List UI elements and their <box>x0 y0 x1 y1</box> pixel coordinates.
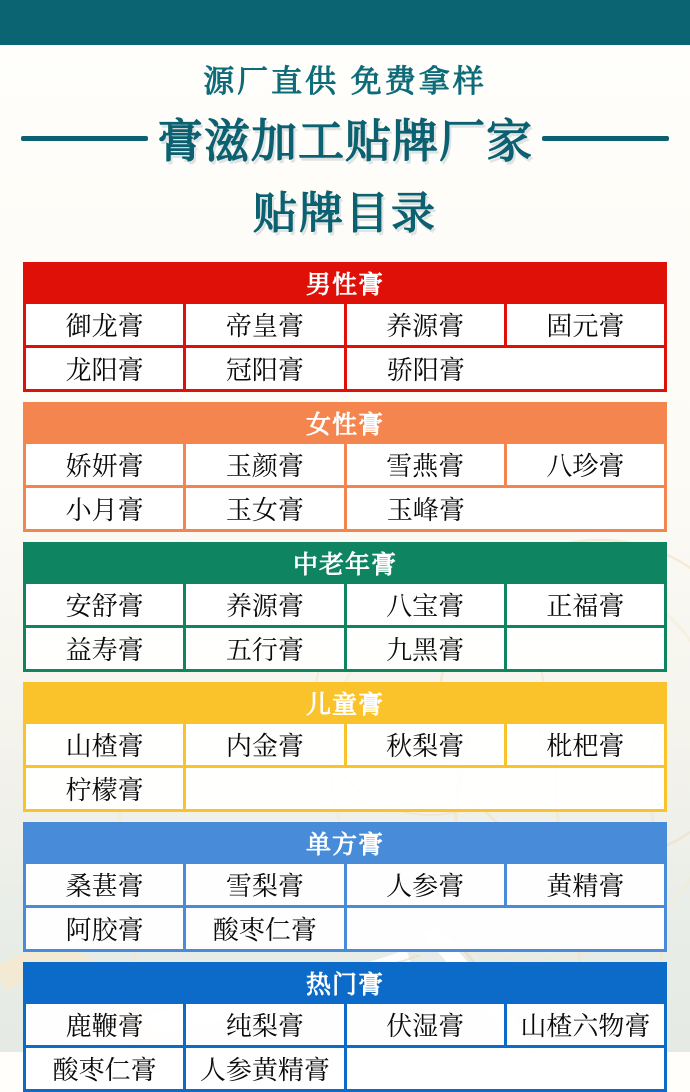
top-banner <box>0 0 690 45</box>
table-header: 中老年膏 <box>25 544 666 583</box>
table-cell: 帝皇膏 <box>185 303 345 347</box>
table-row <box>25 487 666 531</box>
table-cell: 人参黄精膏 <box>185 1047 345 1091</box>
table-cell-empty <box>345 907 666 951</box>
table-cell: 阿胶膏 <box>25 907 185 951</box>
table-header: 女性膏 <box>25 404 666 443</box>
table-cell: 雪燕膏 <box>345 443 505 487</box>
table-cell: 酸枣仁膏 <box>185 907 345 951</box>
title-line-right <box>542 136 669 141</box>
table-cell: 冠阳膏 <box>185 347 345 391</box>
table-cell: 小月膏 <box>25 487 185 531</box>
table-row <box>25 1003 666 1047</box>
table-male-paste <box>23 262 667 392</box>
catalog-title: 贴牌目录 <box>253 189 437 238</box>
table-middle-aged-elderly-paste <box>23 542 667 672</box>
table-header: 热门膏 <box>25 964 666 1003</box>
table-cell: 八珍膏 <box>505 443 665 487</box>
table-row <box>25 767 666 811</box>
table-popular-paste <box>23 962 667 1092</box>
table-row <box>25 863 666 907</box>
table-cell: 养源膏 <box>185 583 345 627</box>
table-children-paste <box>23 682 667 812</box>
main-title-row <box>0 105 690 171</box>
table-cell: 安舒膏 <box>25 583 185 627</box>
table-header: 儿童膏 <box>25 684 666 723</box>
table-cell: 九黑膏 <box>345 627 505 671</box>
table-cell: 酸枣仁膏 <box>25 1047 185 1091</box>
table-cell: 养源膏 <box>345 303 505 347</box>
table-cell: 雪梨膏 <box>185 863 345 907</box>
table-cell: 山楂膏 <box>25 723 185 767</box>
table-row <box>25 1047 666 1091</box>
table-cell: 鹿鞭膏 <box>25 1003 185 1047</box>
table-cell: 玉峰膏 <box>345 487 666 531</box>
table-cell: 御龙膏 <box>25 303 185 347</box>
table-row <box>25 443 666 487</box>
main-title: 膏滋加工贴牌厂家 <box>157 115 533 167</box>
table-cell-empty <box>505 627 665 671</box>
table-cell-empty <box>345 1047 666 1091</box>
subtitle: 源厂直供 免费拿样 <box>203 64 487 99</box>
table-row <box>25 347 666 391</box>
table-cell: 玉颜膏 <box>185 443 345 487</box>
table-cell: 娇妍膏 <box>25 443 185 487</box>
table-cell: 桑葚膏 <box>25 863 185 907</box>
table-cell: 固元膏 <box>505 303 665 347</box>
table-cell: 玉女膏 <box>185 487 345 531</box>
table-cell: 伏湿膏 <box>345 1003 505 1047</box>
table-row <box>25 723 666 767</box>
table-cell: 内金膏 <box>185 723 345 767</box>
table-cell: 人参膏 <box>345 863 505 907</box>
table-cell: 八宝膏 <box>345 583 505 627</box>
table-cell: 纯梨膏 <box>185 1003 345 1047</box>
table-cell: 骄阳膏 <box>345 347 666 391</box>
table-header: 单方膏 <box>25 824 666 863</box>
table-row <box>25 303 666 347</box>
table-cell-empty <box>185 767 666 811</box>
table-row <box>25 907 666 951</box>
table-cell: 柠檬膏 <box>25 767 185 811</box>
catalog-tables <box>0 262 690 1092</box>
table-cell: 黄精膏 <box>505 863 665 907</box>
table-cell: 五行膏 <box>185 627 345 671</box>
table-cell: 秋梨膏 <box>345 723 505 767</box>
table-cell: 枇杷膏 <box>505 723 665 767</box>
table-female-paste <box>23 402 667 532</box>
table-row <box>25 627 666 671</box>
table-header: 男性膏 <box>25 264 666 303</box>
table-cell: 龙阳膏 <box>25 347 185 391</box>
table-row <box>25 583 666 627</box>
table-cell: 山楂六物膏 <box>505 1003 665 1047</box>
table-cell: 正福膏 <box>505 583 665 627</box>
table-single-ingredient-paste <box>23 822 667 952</box>
title-line-left <box>21 136 148 141</box>
table-cell: 益寿膏 <box>25 627 185 671</box>
